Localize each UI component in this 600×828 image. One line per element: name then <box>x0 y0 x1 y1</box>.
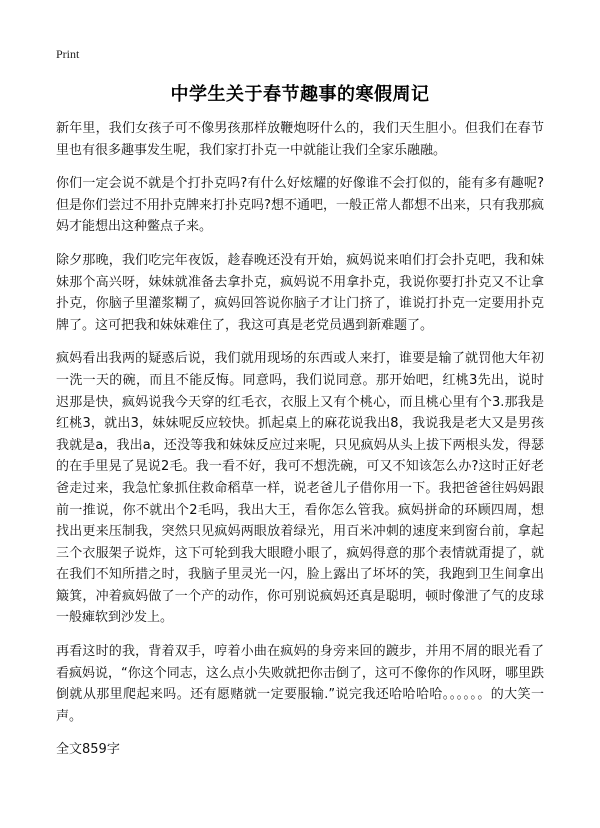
paragraph-4: 疯妈看出我两的疑惑后说，我们就用现场的东西或人来打，谁要是输了就罚他大年初一洗一天的碗，而且不能反悔。同意吗，我们说同意。那开始吧，红桃3先出，说时迟那是快，疯妈说我今天穿的红毛衣，衣服上又有个桃心，而且桃心里有个3.那我是红桃3，就出3，妹妹呢反应较快。抓起桌上的麻花说我出8，我说我是老大又是男孩我就是a，我出a，还没等我和妹妹反应过来呢，只见疯妈从头上拔下两根头发，得瑟的在手里晃了晃说2毛。我一看不好，我可不想洗碗，可又不知该怎么办?这时正好老爸走过来，我急忙象抓住救命稻草一样，说老爸儿子借你用一下。我把爸爸往妈妈跟前一推说，你不就出个2毛吗，我出大王，看你怎么管我。疯妈拼命的环顾四周，想找出更来压制我，突然只见疯妈两眼放着绿光，用百米冲刺的速度来到窗台前，拿起三个衣服架子说炸，这下可轮到我大眼瞪小眼了，疯妈得意的那个表情就甭提了，就在我们不知所措之时，我脑子里灵光一闪，脸上露出了坏坏的笑，我跑到卫生间拿出簸箕，冲着疯妈做了一个产的动作，你可别说疯妈还真是聪明，顿时像泄了气的皮球一般瘫软到沙发上。 <box>56 351 544 626</box>
document-title: 中学生关于春节趣事的寒假周记 <box>170 84 430 105</box>
print-label[interactable]: Print <box>56 47 80 61</box>
paragraph-1: 新年里，我们女孩子可不像男孩那样放鞭炮呀什么的，我们天生胆小。但我们在春节里也有很多趣事发生呢，我们家打扑克一中就能让我们全家乐融融。 <box>56 121 544 158</box>
paragraph-3: 除夕那晚，我们吃完年夜饭，趁春晚还没有开始，疯妈说来咱们打会扑克吧，我和妹妹那个高兴呀，妹妹就准备去拿扑克，疯妈说不用拿扑克，我说你要打扑克又不让拿扑克，你脑子里灌浆糊了，疯妈回答说你脑子才让门挤了，谁说打扑克一定要用扑克牌了。这可把我和妹妹难住了，我这可真是老党员遇到新难题了。 <box>56 252 544 333</box>
paragraph-2: 你们一定会说不就是个打扑克吗?有什么好炫耀的好像谁不会打似的，能有多有趣呢?但是你们尝过不用扑克牌来打扑克吗?想不通吧，一般正常人都想不出来，只有我那疯妈才能想出这种鳖点子来。 <box>56 176 544 235</box>
document-body <box>56 118 544 773</box>
paragraph-5: 再看这时的我，背着双手，哼着小曲在疯妈的身旁来回的踱步，并用不屑的眼光看了看疯妈说，“你这个同志，这么点小失败就把你击倒了，这可不像你的作风呀，哪里跌倒就从那里爬起来吗。还有愿赌就一定要服输.”说完我还哈哈哈哈。。。。。。的大笑一声。 <box>56 644 544 724</box>
word-count: 全文859字 <box>56 742 120 758</box>
